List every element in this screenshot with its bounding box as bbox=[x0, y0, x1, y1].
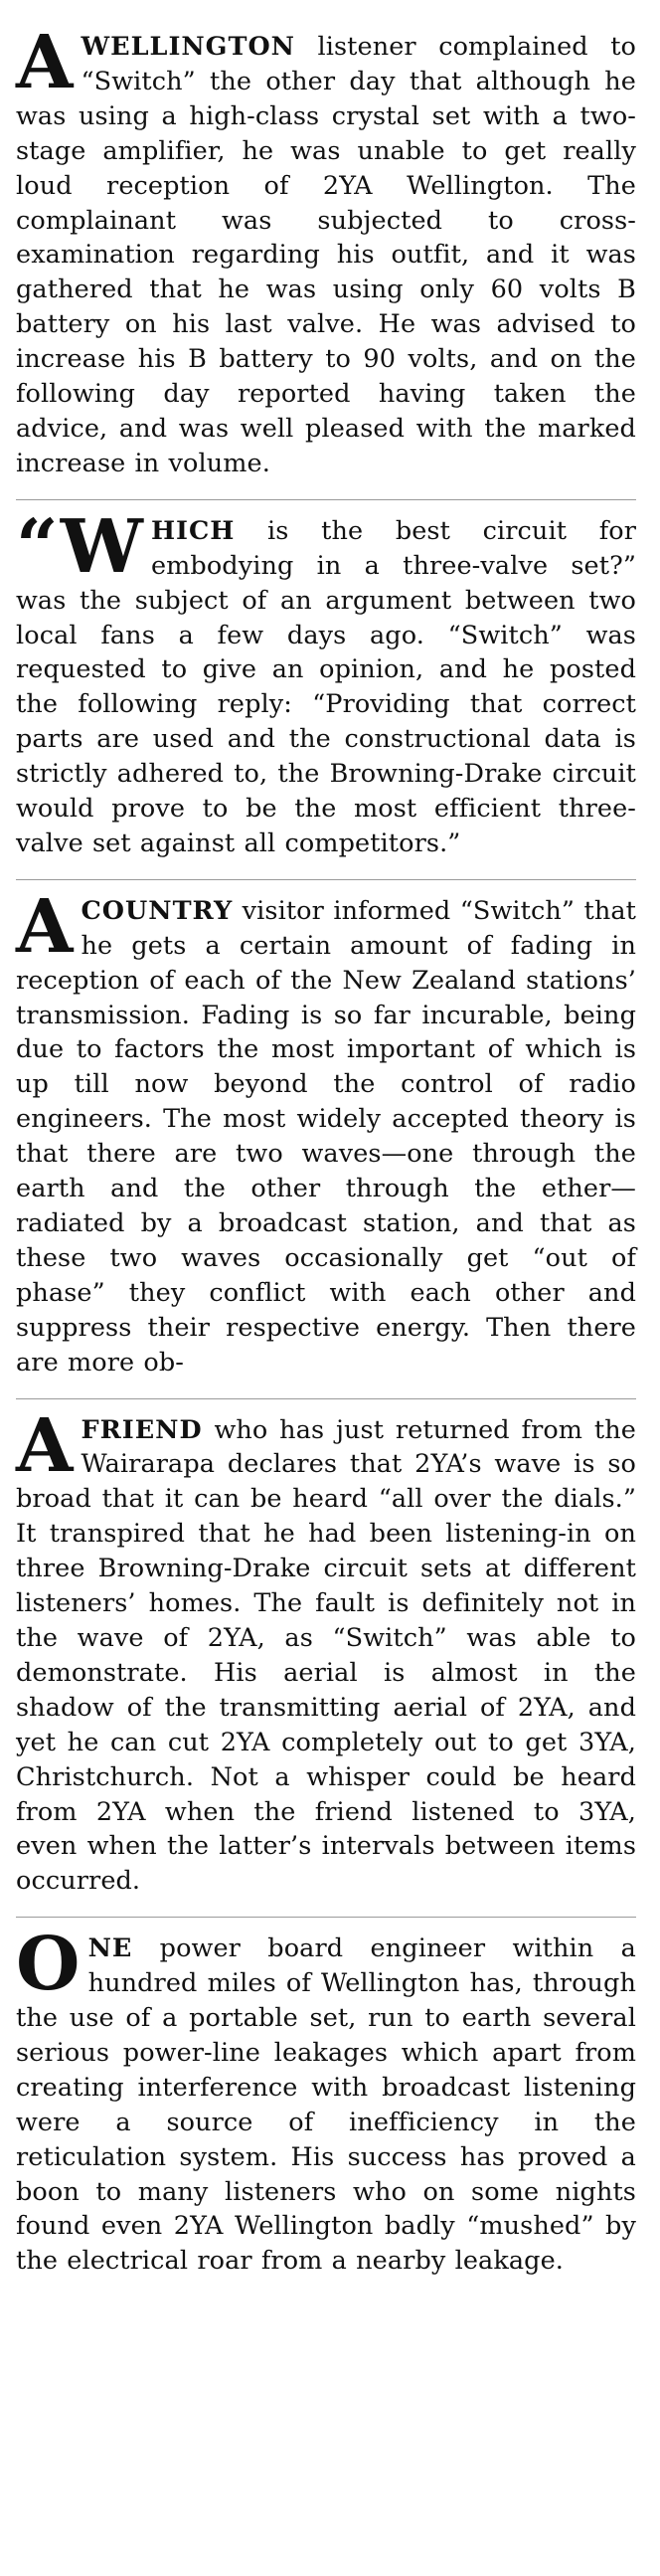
lead-word: HICH bbox=[150, 515, 236, 546]
news-item bbox=[16, 1402, 636, 1900]
item-body: is the best circuit for embodying in a three-valve set?” was the subject of an argument between two local fans a few days ago. “Switch” was requested to give an opinion, and he posted the following reply: “Providing that correct parts are used and the constructional data is strictly adhered to, the Browning-Drake circuit would prove to be the most efficient three-valve set against all competitors.” bbox=[16, 515, 636, 858]
drop-cap: O bbox=[16, 1922, 81, 2008]
item-paragraph bbox=[16, 503, 636, 861]
lead-word: COUNTRY bbox=[81, 895, 234, 926]
item-divider bbox=[16, 1398, 636, 1399]
drop-cap: A bbox=[16, 883, 74, 970]
item-body: visitor informed “Switch” that he gets a certain amount of fading in reception of each of the New Zealand stations’ transmission. Fading is so far incurable, being due to factors the most important of which is up till now beyond the control of radio engineers. The most widely accepted theory is that there are two waves—one through the earth and the other through the ether—radiated by a broadcast station, and that as these two waves occasionally get “out of phase” they conflict with each other and suppress their respective energy. Then there are more ob- bbox=[16, 895, 636, 1378]
item-paragraph bbox=[16, 883, 636, 1380]
item-paragraph bbox=[16, 20, 636, 481]
drop-cap: “W bbox=[16, 503, 143, 590]
lead-word: WELLINGTON bbox=[81, 32, 295, 62]
news-item bbox=[16, 503, 636, 861]
news-item bbox=[16, 1922, 636, 2279]
item-divider bbox=[16, 879, 636, 880]
lead-word: FRIEND bbox=[81, 1414, 203, 1445]
news-item bbox=[16, 883, 636, 1380]
item-paragraph bbox=[16, 1922, 636, 2279]
news-item bbox=[16, 20, 636, 481]
drop-cap: A bbox=[16, 1402, 74, 1489]
lead-word: NE bbox=[87, 1933, 133, 1964]
item-divider bbox=[16, 1917, 636, 1918]
item-body: power board engineer within a hundred miles of Wellington has, through the use of a portable set, run to earth several serious power-line leakages which apart from creating interference with broadcast listening were a source of inefficiency in the reticulation system. His success has proved a boon to many listeners who on some nights found even 2YA Wellington badly “mushed” by the electrical roar from a nearby leakage. bbox=[16, 1933, 636, 2277]
item-divider bbox=[16, 499, 636, 500]
item-body: listener complained to “Switch” the other day that although he was using a high-class crystal set with a two-stage amplifier, he was unable to get really loud reception of 2YA Wellington. The complainant was subjected to cross-examination regarding his outfit, and it was gathered that he was using only 60 volts B battery on his last valve. He was advised to increase his B battery to 90 volts, and on the following day reported having taken the advice, and was well pleased with the marked increase in volume. bbox=[16, 32, 636, 478]
item-paragraph bbox=[16, 1402, 636, 1900]
item-body: who has just returned from the Wairarapa declares that 2YA’s wave is so broad that it can be heard “all over the dials.” It transpired that he had been listening-in on three Browning-Drake circuit sets at different listeners’ homes. The fault is definitely not in the wave of 2YA, as “Switch” was able to demonstrate. His aerial is almost in the shadow of the transmitting aerial of 2YA, and yet he can cut 2YA completely out to get 3YA, Christchurch. Not a whisper could be heard from 2YA when the friend listened to 3YA, even when the latter’s intervals between items occurred. bbox=[16, 1414, 636, 1897]
drop-cap: A bbox=[16, 20, 74, 105]
